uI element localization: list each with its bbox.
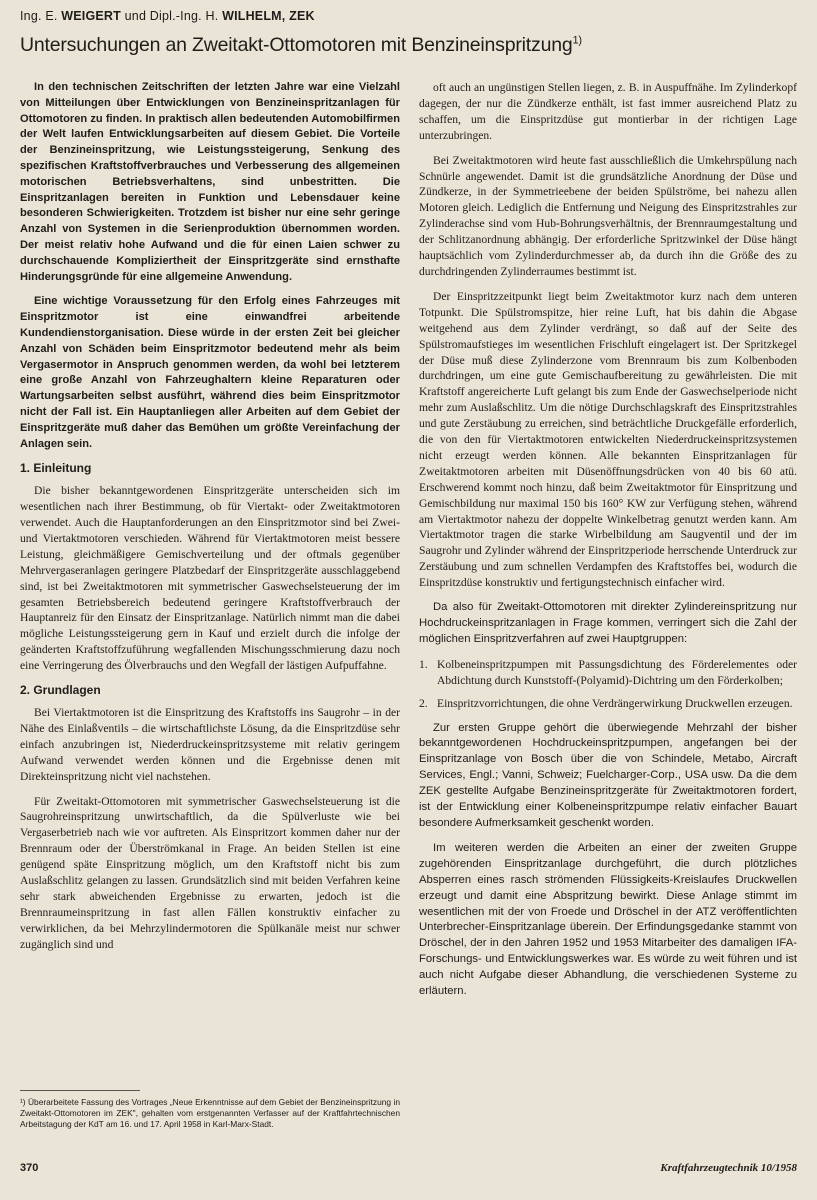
right-paragraph-1: oft auch an ungünstigen Stellen liegen, z. B. in Auspuffnähe. Im Zylinderkopf dagegen, der nur die Zündkerze enthält, ist fast immer ausreichend Platz zu schaffen, um die Einspritzdüse gut montierbar in der richtigen Lage unterzubringen. (419, 81, 797, 142)
author-2: WILHELM, ZEK (222, 9, 315, 23)
list-item-number: 1. (419, 657, 428, 671)
method-list (419, 657, 797, 712)
page-number: 370 (20, 1162, 39, 1174)
list-item-number: 2. (419, 696, 428, 710)
grundlagen-paragraph-1: Bei Viertaktmotoren ist die Einspritzung des Kraftstoffs ins Saugrohr – in der Nähe des Einlaßventils – die wirtschaftlichste Lösung, da die Einspritzdüse sehr einfach anzubringen ist, Niederdruckeinspritzsysteme mit relativ geringem Aufwand verwendet werden können und die Ergebnisse denen mit Direkteinspritzung nicht viel nachstehen. (20, 706, 400, 783)
section-heading-grundlagen: 2. Grundlagen (20, 683, 101, 698)
list-item-text: Einspritzvorrichtungen, die ohne Verdrängerwirkung Druckwellen erzeugen. (437, 696, 793, 710)
author-line (20, 9, 315, 23)
footnote-divider (20, 1090, 140, 1091)
right-paragraph-5: Zur ersten Gruppe gehört die überwiegende Mehrzahl der bisher bekanntgewordenen Hochdruckeinspritzpumpen, angefangen bei der Einspritzanlage von Bosch über die von Schindele, Metabo, Aircraft Services, Engl.; Vanni, Schweiz; Fuelcharger-Corp., USA usw. Da die dem ZEK gestellte Aufgabe Benzineinspritzgeräte für Zweitaktmotoren fordert, ist der Entwicklung einer Kolbeneinspritzpumpe relativ einfacher Bauart besondere Aufmerksamkeit geschenkt worden. (419, 721, 797, 829)
authors-mid: und Dipl.-Ing. H. (124, 9, 219, 23)
article-title (20, 34, 800, 57)
right-paragraph-2: Bei Zweitaktmotoren wird heute fast ausschließlich die Umkehrspülung nach Schnürle angewendet. Damit ist die grundsätzliche Anordnung der Düse und Zündkerze, in der Symmetrieebene der beiden Spülströme, bei nahezu allen Motoren gleich. Lediglich die Entfernung und Neigung des Einspritzstrahles zur Zylinderachse sind vom Hub-Bohrungsverhältnis, der Brennraumgestaltung und der Schlitzanordnung abhängig. Der erforderliche Spritzwinkel der Düse hängt hauptsächlich vom Zylinderdurchmesser ab, da durch ihn die Größe des zu durchdringenden Zylinderraumes bestimmt ist. (419, 153, 797, 278)
right-paragraph-6: Im weiteren werden die Arbeiten an einer der zweiten Gruppe zugehörenden Einspritzanlage durchgeführt, die durch plötzliches Absperren eines rasch strömenden Flüssigkeits-Kreislaufes Druckwellen erzeugt und damit eine Abspritzung bewirkt. Diese Anlage stimmt im wesentlichen mit der von Froede und Dröschel in der ATZ veröffentlichten Unterbrecher-Einspritzanlage überein. Der Erfindungsgedanke stammt von Dröschel, der in den Jahren 1952 und 1953 Mitarbeiter des damaligen IFA-Forschungs- und Entwicklungswerkes war. Es würde zu weit führen und ist auch nicht Aufgabe dieser Abhandlung, die verschiedenen Systeme zu erläutern. (419, 841, 797, 998)
list-item-text: Kolbeneinspritzpumpen mit Passungsdichtung des Förderelementes oder Abdichtung durch Kunststoff-(Polyamid)-Dichtring um den Förderkolben; (437, 657, 797, 687)
journal-citation: Kraftfahrzeugtechnik 10/1958 (660, 1162, 797, 1174)
right-column (419, 80, 797, 1009)
list-item (419, 696, 797, 712)
section-heading-einleitung: 1. Einleitung (20, 461, 92, 476)
authors-prefix: Ing. E. (20, 9, 58, 23)
intro-paragraph-2: Eine wichtige Voraussetzung für den Erfolg eines Fahrzeuges mit Einspritzmotor ist eine einwandfrei arbeitende Kundendienstorganisation. Diese würde in der ersten Zeit bei gleicher Anzahl von Schäden beim Einspritzmotor bedeutend mehr als beim Vergasermotor in Anspruch genommen werden, da wohl bei letzterem eine große Anzahl von Fahrzeughaltern kleine Reparaturen oder Wartungsarbeiten selbst ausführt, während dies beim Einspritzmotor nicht der Fall ist. Ein Hauptanliegen aller Arbeiten auf dem Gebiet der Einspritzgeräte muß daher das Bemühen um größte Vereinfachung der Anlagen sein. (20, 295, 400, 450)
article-title-text: Untersuchungen an Zweitakt-Ottomotoren mit Benzineinspritzung (20, 34, 573, 56)
right-paragraph-3: Der Einspritzzeitpunkt liegt beim Zweitaktmotor kurz nach dem unteren Totpunkt. Die Spülstromspitze, hier reine Luft, hat bis dahin die Abgase weitgehend aus dem Zylinder verdrängt, so daß auf der Seite des Spülstromaufstieges im wesentlichen Frischluft eingelagert ist. Der Spritzkegel der Düse muß diese Zylinderzone vom Brennraum bis zum Kolbenboden durchdringen, um eine gute Gemischaufbereitung zu gewährleisten. Die mit Kraftstoff angereicherte Luft gelangt bis zum Ende der Gaswechselperiode nicht mehr zum Auslaßschlitz. Um die nötige Durchschlagskraft des Einspritzstrahles und gute Zerstäubung zu erreichen, sind beträchtliche Druckgefälle erforderlich, die von den für Viertaktmotoren entwickelten Niederdruckeinspritzsystemen nicht erzeugt werden können. Alle bekannten Einspritzanlagen für Zweitaktmotoren arbeiten mit Düsenöffnungsdrücken von 40 bis 60 atü. Erschwerend kommt noch hinzu, daß beim Zweitaktmotor für Einspritzung und Gemischbildung nur maximal 150 bis 160° KW zur Verfügung stehen, während am Viertaktmotor nahezu der doppelte Winkelbetrag genutzt werden kann. Am Viertaktmotor tragen die starke Wirbelbildung am Saugventil und der im Saugrohr und Zylinder während der Einspritzperiode herrschende Unterdruck zur Zerstäubung und zum schnellen Verdampfen des Kraftstoffes bei, wodurch die Einspritzdüse konstruktiv und fertigungstechnisch einfacher wird. (419, 289, 797, 590)
einleitung-paragraph: Die bisher bekanntgewordenen Einspritzgeräte unterscheiden sich im wesentlichen nach ihrer Bestimmung, ob für Viertakt- oder Zweitaktmotoren verwendet. Auch die Hauptanforderungen an den Einspritzmotor sind bei Zwei- und Viertaktmotoren verschieden. Während für Viertaktmotoren meist bessere Leistung, gleichmäßigere Gemischverteilung und der oftmals gegenüber Mehrvergaseranlagen geringere Platzbedarf der Einspritzgeräte ausschlaggebend sind, ist bei Zweitaktmotoren mit symmetrischer Gaswechselsteuerung der im gesamten Betriebsbereich bedeutend geringere Kraftstoffverbrauch der Hauptanreiz für den Einsatz der Einspritzanlage. Natürlich nimmt man die dabei mögliche Leistungssteigerung gern in Kauf und erzielt durch die infolge der geänderten Kraftstoffzuführung wegfallenden Mischungsschmierung dazu noch eine Verringerung des Ölverbrauchs und den Wegfall der lästigen Aufpuffahne. (20, 484, 400, 673)
footnote: ¹) Überarbeitete Fassung des Vortrages „Neue Erkenntnisse auf dem Gebiet der Benzineinspritzung in Zweitakt-Ottomotoren im ZEK", gehalten vom erstgenannten Verfasser auf der Kraftfahrtechnischen Arbeitstagung der KdT am 16. und 17. April 1958 in Karl-Marx-Stadt. (20, 1097, 400, 1129)
grundlagen-paragraph-2: Für Zweitakt-Ottomotoren mit symmetrischer Gaswechselsteuerung ist die Saugrohreinspritzung unwirtschaftlich, da die Spülverluste wie bei Vergaserbetrieb nach wie vor auftreten. Als Einspritzort kommen daher nur der Brennraum oder der Überströmkanal in Frage. An beiden Stellen ist eine genügend späte Einspritzung möglich, um den Kraftstoff nicht bis zum Auslaßschlitz gelangen zu lassen. Grundsätzlich sind mit beiden Verfahren keine sehr stark abweichenden Ergebnisse zu erwarten, jedoch ist die Brennraumeinspritzung in fast allen Fällen konstruktiv einfacher zu verwirklichen, da bei Mehrzylindermotoren die Spülkanäle meist nur schwer zugänglich sind und (20, 794, 400, 951)
author-1: WEIGERT (61, 9, 121, 23)
right-paragraph-4: Da also für Zweitakt-Ottomotoren mit direkter Zylindereinspritzung nur Hochdruckeinspritzanlagen in Frage kommen, verringert sich die Zahl der möglichen Einspritzverfahren auf zwei Hauptgruppen: (419, 601, 797, 645)
left-column (20, 80, 400, 962)
intro-paragraph-1: In den technischen Zeitschriften der letzten Jahre war eine Vielzahl von Mitteilungen über Entwicklungen von Benzineinspritzanlagen für Ottomotoren zu finden. In praktisch allen bedeutenden Automobilfirmen der Welt laufen Entwicklungsarbeiten auf diesem Gebiet. Die Vorteile der Benzineinspritzung, wie Leistungssteigerung, Senkung des spezifischen Kraftstoffverbrauches und Verbesserung des allgemeinen motorischen Betriebsverhaltens, sind unbestritten. Die Einspritzanlagen bereiten in Funktion und Lebensdauer keine besonderen Schwierigkeiten. Trotzdem ist bisher nur eine sehr geringe Anzahl von Systemen in die Serienproduktion übernommen worden. Der meist relativ hohe Aufwand und die für einen Laien schwer zu durchschauende Kompliziertheit der Einspritzgeräte sind ernsthafte Hinderungsgründe für eine allgemeine Anwendung. (20, 81, 400, 283)
title-footnote-mark: 1) (572, 34, 582, 47)
list-item (419, 657, 797, 689)
